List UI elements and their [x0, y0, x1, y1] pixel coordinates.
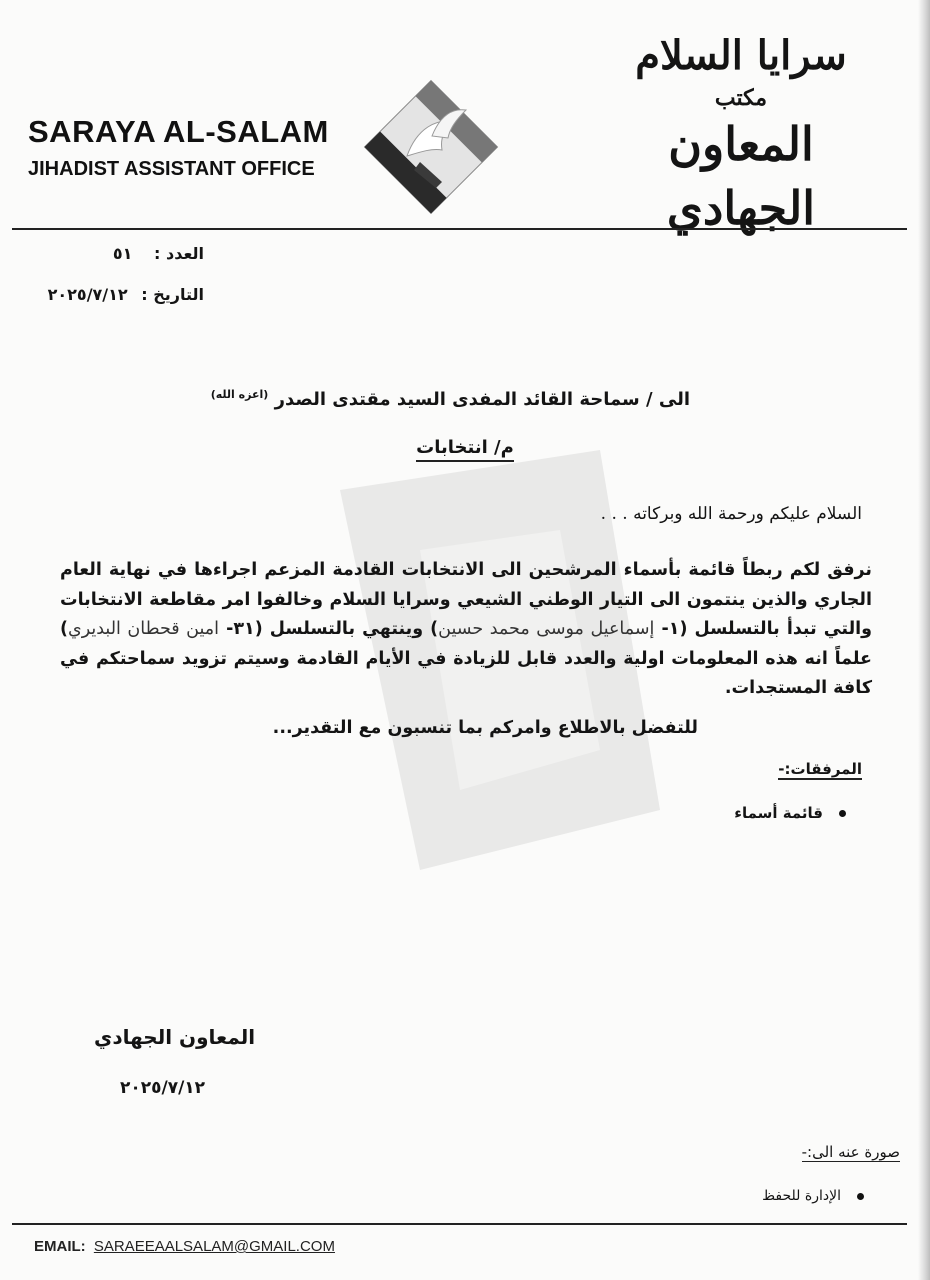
addressee-honorific: (اعزه الله) — [210, 388, 269, 401]
email-label: EMAIL: — [34, 1238, 86, 1255]
page-edge-shadow — [918, 0, 930, 1280]
footer-email — [34, 1238, 335, 1255]
letter-date-value: ٢٠٢٥/٧/١٢ — [47, 285, 128, 304]
arabic-calligraphy-logo: سرايا السلام مكتب المعاون الجهادي — [635, 32, 847, 235]
reference-number-value: ٥١ — [112, 244, 133, 263]
last-name-in-list: امين قحطان البديري — [68, 619, 220, 639]
organization-name: SARAYA AL-SALAM — [28, 114, 329, 149]
reference-number — [20, 244, 204, 263]
signature-date: ٢٠٢٥/٧/١٢ — [120, 1078, 206, 1098]
subject-text: م/ انتخابات — [416, 437, 514, 462]
footer-divider — [12, 1223, 907, 1225]
attachment-item: قائمة أسماء — [734, 804, 846, 822]
body-paragraph: نرفق لكم ربطاً قائمة بأسماء المرشحين الى الانتخابات القادمة المزعم اجراءها في نهاية العام الجاري والذين ينتمون الى التيار الوطني الشيعي وسرايا السلام وخالفوا امر مقاطعة الانتخابات والتي تبدأ بالتسلسل (١- إسماعيل موسى محمد حسين) وينتهي بالتسلسل (٣١- امين قحطان البديري) علماً انه هذه المعلومات اولية والعدد قابل للزيادة في الأيام القادمة وسيتم تزويد سماحتكم في كافة المستجدات. — [60, 560, 873, 698]
bullet-icon — [857, 1193, 864, 1200]
reference-number-label: العدد : — [154, 244, 204, 263]
greeting: السلام عليكم ورحمة الله وبركاته . . . — [600, 504, 862, 524]
signatory-title: المعاون الجهادي — [94, 1025, 256, 1049]
addressee-text: الى / سماحة القائد المفدى السيد مقتدى الصدر — [274, 389, 690, 410]
copy-to-item: الإدارة للحفظ — [762, 1188, 864, 1204]
header-divider — [12, 228, 907, 230]
closing-line: للتفضل بالاطلاع وامركم بما تنسبون مع التقدير... — [272, 718, 698, 738]
bullet-icon — [839, 810, 846, 817]
addressee-line — [205, 388, 690, 410]
dove-logo — [362, 78, 500, 216]
letter-date — [20, 285, 204, 304]
letter-date-label: التاريخ : — [141, 285, 204, 304]
copy-to-heading: صورة عنه الى:- — [801, 1143, 900, 1161]
attachments-heading: المرفقات:- — [778, 760, 862, 778]
email-link[interactable]: SARAEEAALSALAM@GMAIL.COM — [93, 1238, 335, 1255]
office-name: JIHADIST ASSISTANT OFFICE — [28, 158, 315, 180]
first-name-in-list: إسماعيل موسى محمد حسين — [438, 619, 655, 639]
subject-line — [0, 437, 930, 458]
